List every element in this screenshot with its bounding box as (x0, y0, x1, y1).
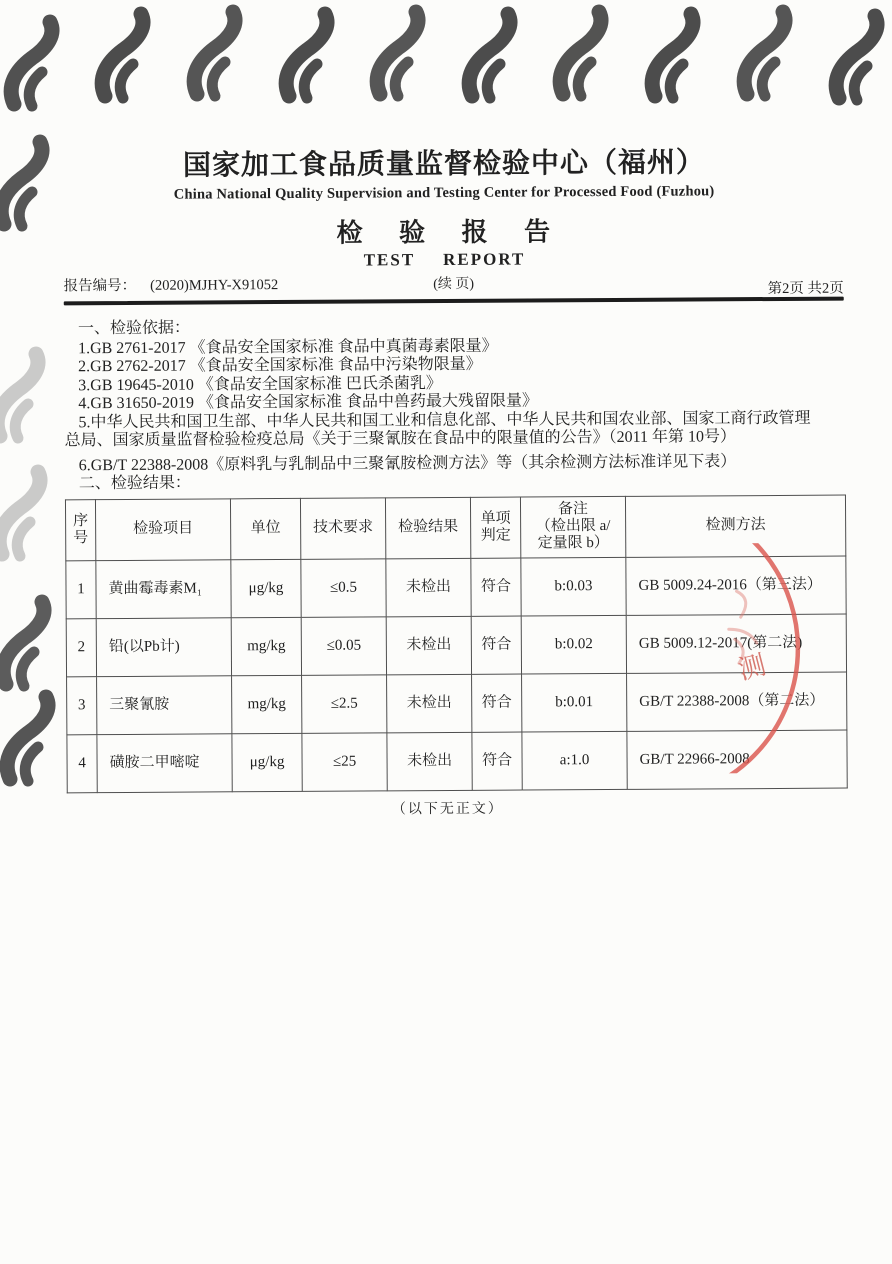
table-header-row (65, 495, 845, 561)
col-header-result: 检验结果 (385, 497, 470, 559)
cell-requirement: ≤2.5 (302, 674, 387, 733)
cell-item: 黄曲霉毒素M₁ (96, 559, 231, 618)
cell-result: 未检出 (387, 732, 472, 791)
cell-item: 三聚氰胺 (97, 675, 232, 734)
cell-requirement: ≤0.5 (301, 558, 386, 617)
cell-judgement: 符合 (471, 616, 521, 674)
report-meta-row (64, 268, 844, 299)
basis-item: 3.GB 19645-2010 《食品安全国家标准 巴氏杀菌乳》 (78, 374, 442, 394)
cell-remark: b:0.01 (522, 673, 627, 732)
table-row (67, 730, 847, 793)
cell-remark: b:0.02 (521, 615, 626, 674)
cell-judgement: 符合 (472, 674, 522, 732)
col-header-judgement: 单项 判定 (470, 497, 520, 558)
cell-seq: 4 (67, 734, 97, 792)
end-of-text-note: （以下无正文） (391, 801, 504, 817)
page-indicator: 第2页 共2页 (767, 280, 844, 298)
doc-title-cn: 检 验 报 告 (336, 217, 553, 248)
cell-result: 未检出 (386, 616, 471, 675)
test-basis-section (64, 316, 813, 494)
seal-character: 测 (735, 649, 769, 686)
cell-requirement: ≤25 (302, 732, 387, 791)
cell-unit: μg/kg (232, 733, 302, 791)
cell-method: GB 5009.24-2016（第三法） (626, 556, 846, 615)
org-name-en: China National Quality Supervision and Testing Center for Processed Food (Fuzhou) (173, 183, 715, 203)
test-results-table (65, 494, 848, 793)
cell-method: GB/T 22966-2008 (627, 730, 847, 789)
basis-item: 1.GB 2761-2017 《食品安全国家标准 食品中真菌毒素限量》 (77, 337, 498, 357)
col-header-method: 检测方法 (625, 495, 845, 557)
col-header-unit: 单位 (230, 498, 300, 559)
report-header (0, 139, 891, 272)
table-row (66, 614, 846, 677)
basis-heading: 一、检验依据： (77, 319, 190, 338)
basis-item: 4.GB 31650-2019 《食品安全国家标准 食品中兽药最大残留限量》 (78, 392, 538, 413)
cell-unit: mg/kg (232, 675, 302, 733)
cell-remark: b:0.03 (521, 557, 626, 616)
cell-seq: 1 (66, 560, 96, 618)
cell-unit: μg/kg (231, 559, 301, 617)
continuation-note: (续 页) (433, 276, 475, 293)
cell-item: 磺胺二甲嘧啶 (97, 733, 232, 792)
table-row (67, 672, 847, 735)
cell-remark: a:1.0 (522, 731, 627, 790)
col-header-remark: 备注 （检出限 a/ 定量限 b） (520, 496, 625, 558)
col-header-seq: 序 号 (65, 499, 95, 560)
report-number-label: 报告编号： (63, 277, 137, 295)
basis-item: 5.中华人民共和国卫生部、中华人民共和国工业和信息化部、中华人民共和国农业部、国家工商行政管理总局、国家质量监督检验检疫总局《关于三聚氰胺在食品中的限量值的公告》（2011 年第 10号） (64, 409, 811, 450)
cell-method: GB/T 22388-2008（第二法） (627, 672, 847, 731)
cell-seq: 3 (67, 676, 97, 734)
cell-result: 未检出 (386, 558, 471, 617)
cell-item: 铅(以Pb计) (96, 617, 231, 676)
cell-judgement: 符合 (472, 732, 522, 790)
header-divider (64, 297, 844, 306)
results-heading: 二、检验结果： (78, 474, 191, 493)
cell-unit: mg/kg (231, 617, 301, 675)
basis-item: 6.GB/T 22388-2008《原料乳与乳制品中三聚氰胺检测方法》等（其余检测方法标准详见下表） (78, 452, 737, 474)
cell-result: 未检出 (387, 674, 472, 733)
org-name-cn: 国家加工食品质量监督检验中心（福州） (182, 147, 706, 182)
cell-method: GB 5009.12-2017(第二法) (626, 614, 846, 673)
cell-requirement: ≤0.05 (301, 616, 386, 675)
doc-title-en: TEST REPORT (363, 249, 526, 270)
table-row (66, 556, 846, 619)
col-header-item: 检验项目 (95, 498, 230, 560)
cell-judgement: 符合 (471, 558, 521, 616)
report-number-value: (2020)MJHY-X91052 (150, 277, 279, 294)
col-header-requirement: 技术要求 (300, 497, 385, 559)
cell-seq: 2 (66, 618, 96, 676)
basis-item: 2.GB 2762-2017 《食品安全国家标准 食品中污染物限量》 (78, 355, 482, 376)
